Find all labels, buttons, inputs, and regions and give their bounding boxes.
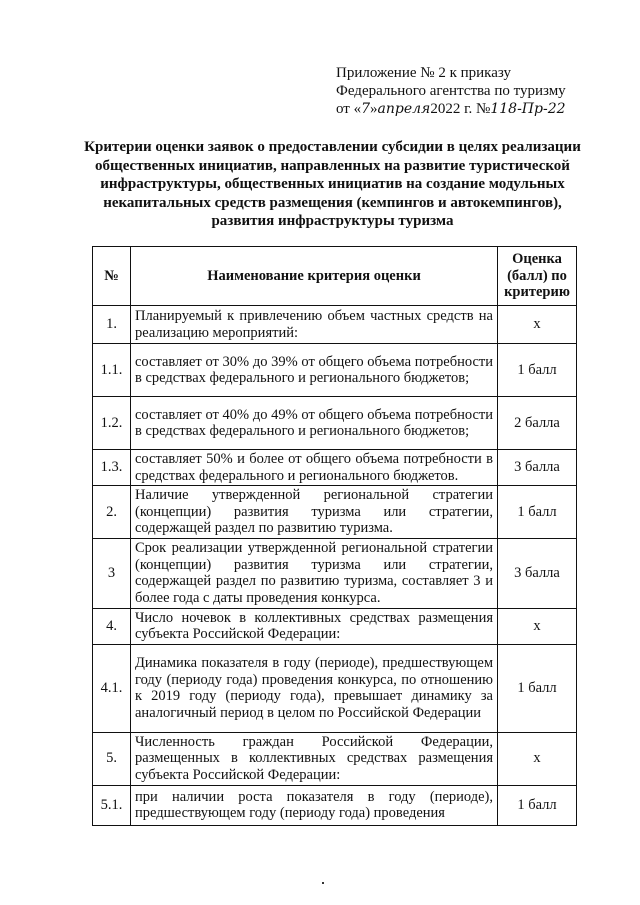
row-score: х bbox=[498, 306, 577, 344]
row-criterion: составляет от 40% до 49% от общего объема потребности в средствах федерального и регионального бюджетов; bbox=[131, 397, 498, 450]
row-number: 3 bbox=[93, 538, 131, 608]
row-criterion: Наличие утвержденной региональной стратегии (концепции) развития туризма или стратегии, содержащей раздел по развитию туризма. bbox=[131, 486, 498, 539]
row-score: 2 балла bbox=[498, 397, 577, 450]
row-score: 1 балл bbox=[498, 486, 577, 539]
row-criterion: Число ночевок в коллективных средствах размещения субъекта Российской Федерации: bbox=[131, 608, 498, 644]
row-score: х bbox=[498, 732, 577, 785]
row-number: 2. bbox=[93, 486, 131, 539]
header-score: Оценка (балл) по критерию bbox=[498, 247, 577, 306]
annex-line-2: Федерального агентства по туризму bbox=[336, 83, 566, 99]
row-score: х bbox=[498, 608, 577, 644]
annex-date-mid: » bbox=[370, 101, 378, 117]
header-criterion: Наименование критерия оценки bbox=[131, 247, 498, 306]
row-number: 1.1. bbox=[93, 344, 131, 397]
annex-header bbox=[336, 64, 606, 118]
table-row bbox=[93, 306, 577, 344]
row-criterion: Динамика показателя в году (периоде), предшествующем году (периоду года) проведения конкурса, по отношению к 2019 году (периоду года), превышает динамику за аналогичный период в целом по Российской Федерации bbox=[131, 644, 498, 732]
table-row bbox=[93, 397, 577, 450]
table-row bbox=[93, 450, 577, 486]
row-score: 1 балл bbox=[498, 644, 577, 732]
table-row bbox=[93, 486, 577, 539]
annex-order-number: 118-Пр-22 bbox=[490, 101, 566, 117]
annex-date-prefix: от « bbox=[336, 101, 362, 117]
row-criterion: составляет 50% и более от общего объема потребности в средствах федерального и регионального бюджетов. bbox=[131, 450, 498, 486]
row-score: 3 балла bbox=[498, 450, 577, 486]
annex-date-month: апреля bbox=[377, 101, 431, 117]
row-number: 1.3. bbox=[93, 450, 131, 486]
table-row bbox=[93, 644, 577, 732]
row-number: 4. bbox=[93, 608, 131, 644]
row-criterion: при наличии роста показателя в году (периоде), предшествующем году (периоду года) проведения bbox=[131, 785, 498, 825]
annex-date-year: 2022 г. № bbox=[430, 101, 491, 117]
row-criterion: составляет от 30% до 39% от общего объема потребности в средствах федерального и регионального бюджетов; bbox=[131, 344, 498, 397]
row-number: 1.2. bbox=[93, 397, 131, 450]
row-score: 3 балла bbox=[498, 538, 577, 608]
table-row bbox=[93, 538, 577, 608]
row-score: 1 балл bbox=[498, 344, 577, 397]
table-row bbox=[93, 608, 577, 644]
table-row bbox=[93, 732, 577, 785]
row-criterion: Срок реализации утвержденной региональной стратегии (концепции) развития туризма или стратегии, содержащей раздел по развитию туризма, составляет 3 и более года с даты проведения конкурса. bbox=[131, 538, 498, 608]
annex-date-day: 7 bbox=[361, 101, 371, 117]
annex-line-1: Приложение № 2 к приказу bbox=[336, 65, 511, 81]
document-title: Критерии оценки заявок о предоставлении субсидии в целях реализации общественных инициатив, направленных на развитие туристической инфраструктуры, общественных инициатив на создание модульных некапитальных средств размещения (кемпингов и автокемпингов), развития инфраструктуры туризма bbox=[84, 139, 581, 229]
table-header-row bbox=[93, 247, 577, 306]
header-number: № bbox=[93, 247, 131, 306]
row-number: 5. bbox=[93, 732, 131, 785]
row-number: 4.1. bbox=[93, 644, 131, 732]
annex-line-3 bbox=[336, 100, 606, 118]
row-score: 1 балл bbox=[498, 785, 577, 825]
row-number: 1. bbox=[93, 306, 131, 344]
row-criterion: Планируемый к привлечению объем частных средств на реализацию мероприятий: bbox=[131, 306, 498, 344]
scan-speck bbox=[322, 882, 324, 884]
row-number: 5.1. bbox=[93, 785, 131, 825]
row-criterion: Численность граждан Российской Федерации, размещенных в коллективных средствах размещения субъекта Российской Федерации: bbox=[131, 732, 498, 785]
table-row bbox=[93, 344, 577, 397]
table-row bbox=[93, 785, 577, 825]
criteria-table bbox=[92, 246, 577, 826]
